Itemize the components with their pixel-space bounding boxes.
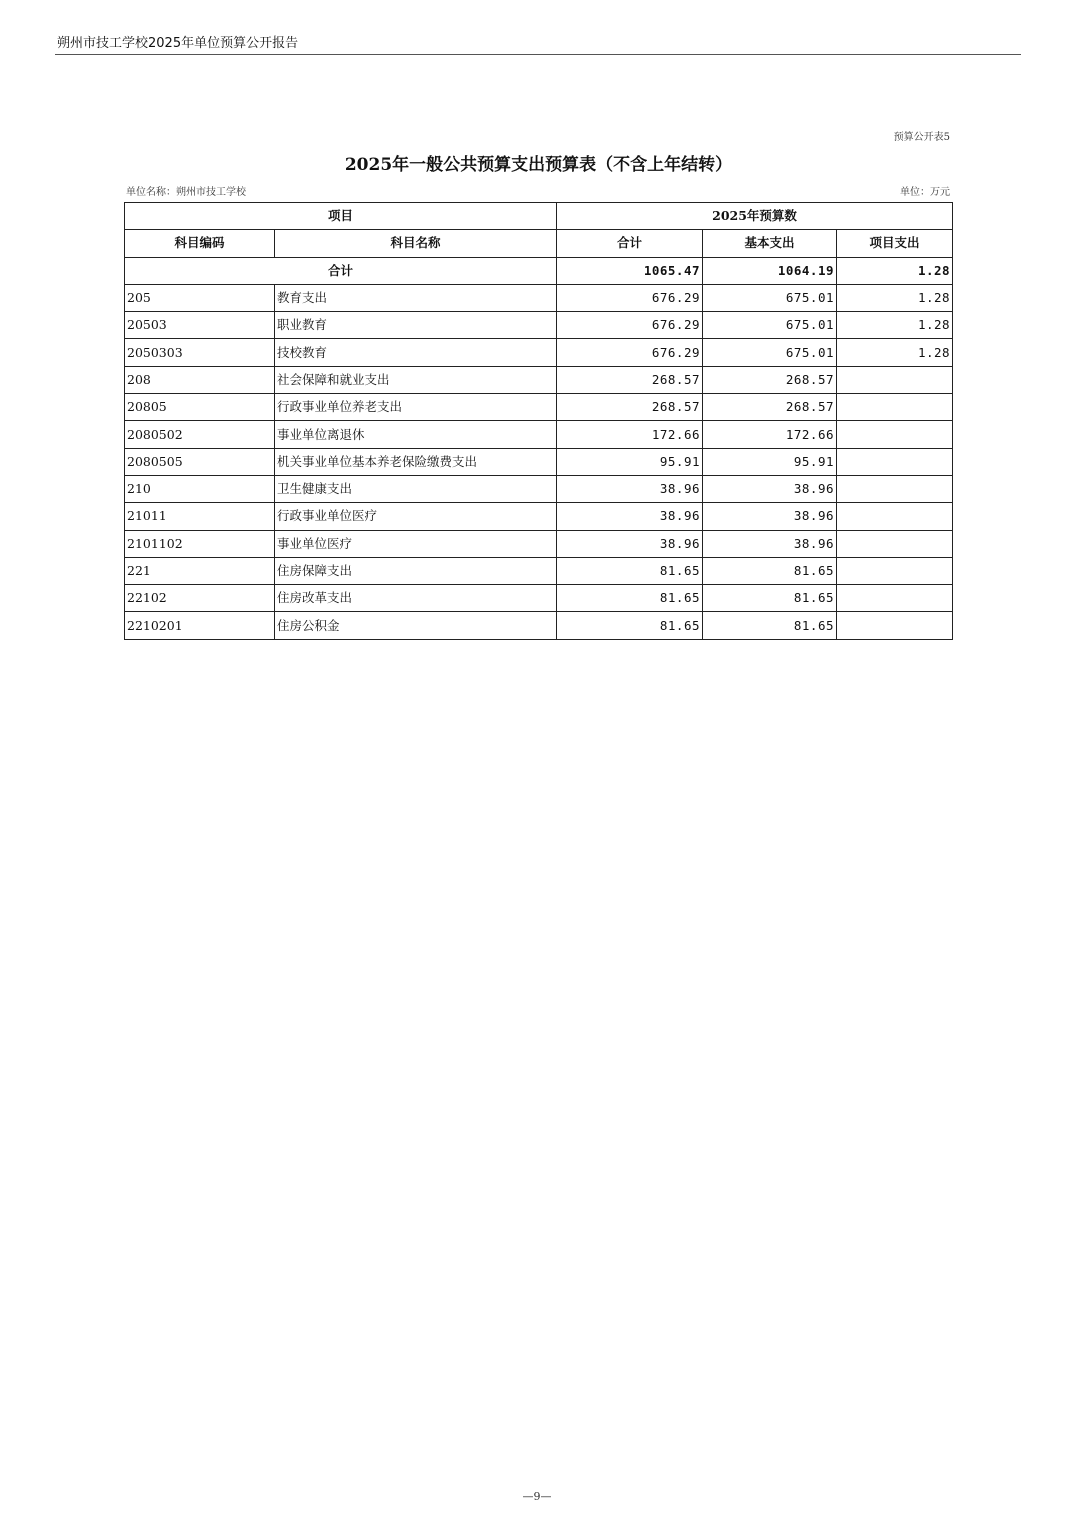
cell-basic: 172.66 [703, 421, 837, 448]
cell-basic: 38.96 [703, 475, 837, 502]
cell-basic: 268.57 [703, 366, 837, 393]
cell-name: 社会保障和就业支出 [275, 366, 557, 393]
cell-project [837, 530, 953, 557]
cell-code: 210 [125, 475, 275, 502]
cell-code: 2101102 [125, 530, 275, 557]
cell-name: 行政事业单位医疗 [275, 503, 557, 530]
cell-name: 事业单位离退休 [275, 421, 557, 448]
cell-code: 20805 [125, 394, 275, 421]
column-header-project: 项目支出 [837, 230, 953, 257]
cell-name: 行政事业单位养老支出 [275, 394, 557, 421]
cell-code: 208 [125, 366, 275, 393]
total-row [125, 257, 953, 284]
total-row-basic: 1064.19 [703, 257, 837, 284]
cell-total: 676.29 [557, 339, 703, 366]
cell-total: 38.96 [557, 530, 703, 557]
cell-basic: 81.65 [703, 557, 837, 584]
cell-code: 20503 [125, 312, 275, 339]
cell-name: 卫生健康支出 [275, 475, 557, 502]
cell-project [837, 448, 953, 475]
column-header-code: 科目编码 [125, 230, 275, 257]
cell-total: 38.96 [557, 503, 703, 530]
cell-basic: 675.01 [703, 339, 837, 366]
cell-basic: 268.57 [703, 394, 837, 421]
cell-code: 205 [125, 284, 275, 311]
table-row [125, 284, 953, 311]
cell-basic: 81.65 [703, 585, 837, 612]
cell-project: 1.28 [837, 339, 953, 366]
cell-name: 住房公积金 [275, 612, 557, 639]
cell-project [837, 503, 953, 530]
cell-code: 2050303 [125, 339, 275, 366]
cell-total: 81.65 [557, 612, 703, 639]
page-number: —9— [522, 1490, 552, 1503]
table-row [125, 612, 953, 639]
cell-code: 2210201 [125, 612, 275, 639]
table-row [125, 448, 953, 475]
total-row-total: 1065.47 [557, 257, 703, 284]
column-header-basic: 基本支出 [703, 230, 837, 257]
cell-total: 676.29 [557, 284, 703, 311]
group-header-row [125, 203, 953, 230]
cell-total: 81.65 [557, 557, 703, 584]
table-row [125, 394, 953, 421]
column-header-row [125, 230, 953, 257]
cell-name: 事业单位医疗 [275, 530, 557, 557]
cell-project [837, 475, 953, 502]
cell-total: 676.29 [557, 312, 703, 339]
table-row [125, 339, 953, 366]
cell-name: 职业教育 [275, 312, 557, 339]
cell-project [837, 612, 953, 639]
total-row-project: 1.28 [837, 257, 953, 284]
cell-project: 1.28 [837, 312, 953, 339]
table-row [125, 557, 953, 584]
cell-basic: 81.65 [703, 612, 837, 639]
cell-total: 95.91 [557, 448, 703, 475]
cell-project: 1.28 [837, 284, 953, 311]
cell-name: 住房保障支出 [275, 557, 557, 584]
currency-unit-label: 单位：万元 [900, 187, 950, 198]
table-row [125, 421, 953, 448]
cell-project [837, 585, 953, 612]
total-row-label: 合计 [125, 257, 557, 284]
cell-total: 268.57 [557, 366, 703, 393]
budget-table [124, 202, 953, 640]
unit-name-label: 单位名称：朔州市技工学校 [126, 187, 246, 198]
cell-code: 2080502 [125, 421, 275, 448]
group-header-item: 项目 [125, 203, 557, 230]
cell-total: 38.96 [557, 475, 703, 502]
cell-basic: 675.01 [703, 284, 837, 311]
table-row [125, 475, 953, 502]
column-header-total: 合计 [557, 230, 703, 257]
cell-basic: 38.96 [703, 503, 837, 530]
cell-project [837, 421, 953, 448]
table-number: 预算公开表5 [893, 132, 950, 143]
cell-code: 21011 [125, 503, 275, 530]
cell-name: 教育支出 [275, 284, 557, 311]
table-row [125, 585, 953, 612]
document-title: 2025年一般公共预算支出预算表（不含上年结转） [344, 155, 733, 175]
table-row [125, 530, 953, 557]
cell-basic: 38.96 [703, 530, 837, 557]
cell-name: 住房改革支出 [275, 585, 557, 612]
table-row [125, 366, 953, 393]
cell-total: 172.66 [557, 421, 703, 448]
cell-name: 技校教育 [275, 339, 557, 366]
table-row [125, 503, 953, 530]
cell-basic: 675.01 [703, 312, 837, 339]
cell-project [837, 557, 953, 584]
cell-total: 268.57 [557, 394, 703, 421]
cell-code: 22102 [125, 585, 275, 612]
cell-project [837, 394, 953, 421]
column-header-name: 科目名称 [275, 230, 557, 257]
page-header [55, 30, 1021, 55]
table-row [125, 312, 953, 339]
cell-project [837, 366, 953, 393]
group-header-budget: 2025年预算数 [557, 203, 953, 230]
cell-code: 2080505 [125, 448, 275, 475]
report-header-title: 朔州市技工学校2025年单位预算公开报告 [57, 36, 299, 51]
cell-name: 机关事业单位基本养老保险缴费支出 [275, 448, 557, 475]
cell-total: 81.65 [557, 585, 703, 612]
cell-code: 221 [125, 557, 275, 584]
cell-basic: 95.91 [703, 448, 837, 475]
